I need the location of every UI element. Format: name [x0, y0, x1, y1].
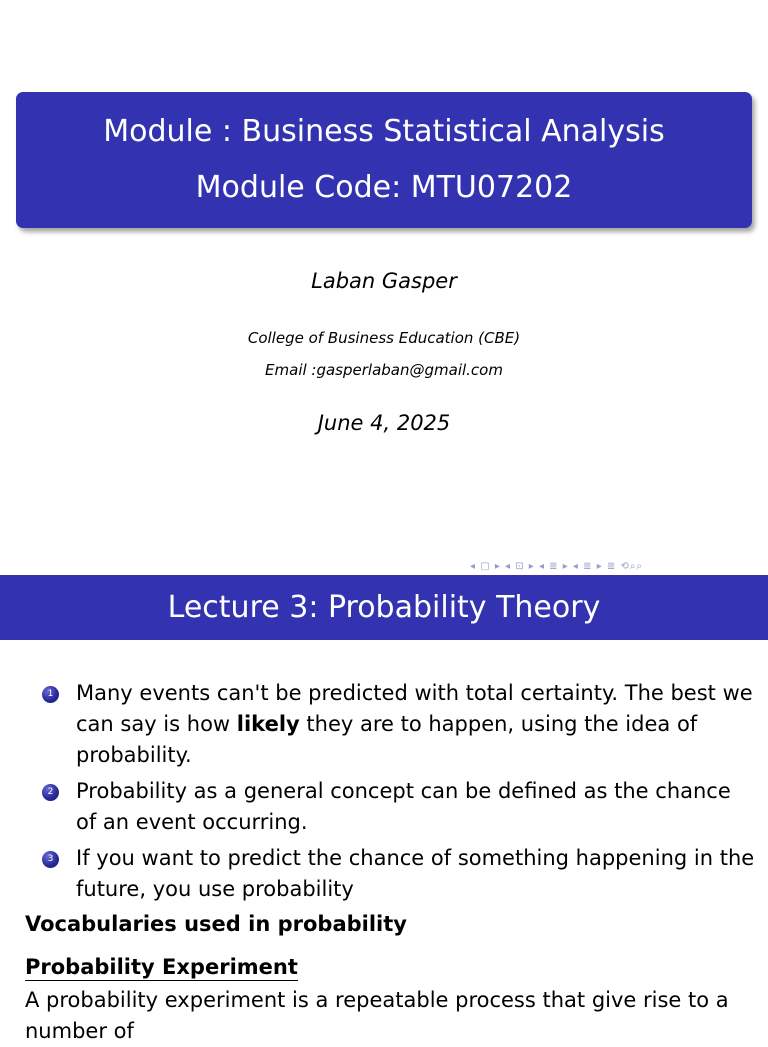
beamer-navigation-controls[interactable]: ◂ ▢ ▸ ◂ ⊡ ▸ ◂ ≣ ▸ ◂ ≣ ▸ ≣ ⟲⌕⌕	[470, 561, 644, 572]
list-item	[40, 678, 755, 771]
presentation-date: June 4, 2025	[317, 411, 451, 435]
frame-title: Lecture 3: Probability Theory	[167, 590, 601, 625]
emphasis-text: likely	[236, 712, 300, 736]
list-item	[40, 843, 755, 905]
item-text: If you want to predict the chance of something happening in the future, you use probability	[76, 846, 755, 901]
frame-title-bar	[0, 575, 768, 640]
definition-text: A probability experiment is a repeatable process that give rise to a number of	[25, 988, 729, 1043]
title-box	[16, 92, 752, 228]
probability-experiment-heading: Probability Experiment	[25, 955, 298, 979]
list-item	[40, 776, 755, 838]
enumerate-bullet-icon: 3	[42, 851, 59, 868]
module-title: Module : Business Statistical Analysis	[103, 114, 665, 149]
author-name: Laban Gasper	[311, 269, 457, 293]
item-text: Many events can't be predicted with total certainty. The best we can say is how	[76, 681, 753, 736]
module-code: Module Code: MTU07202	[195, 170, 573, 205]
item-text: they are to happen, using the idea of probability.	[76, 712, 698, 767]
institution: College of Business Education (CBE)	[247, 329, 521, 347]
vocabulary-heading: Vocabularies used in probability	[25, 912, 407, 936]
item-text: Probability as a general concept can be defined as the chance of an event occurring.	[76, 779, 731, 834]
enumerate-bullet-icon: 2	[42, 784, 59, 801]
enumerate-bullet-icon: 1	[42, 686, 59, 703]
enumerated-list	[40, 678, 755, 910]
author-email: Email :gasperlaban@gmail.com	[265, 361, 503, 379]
